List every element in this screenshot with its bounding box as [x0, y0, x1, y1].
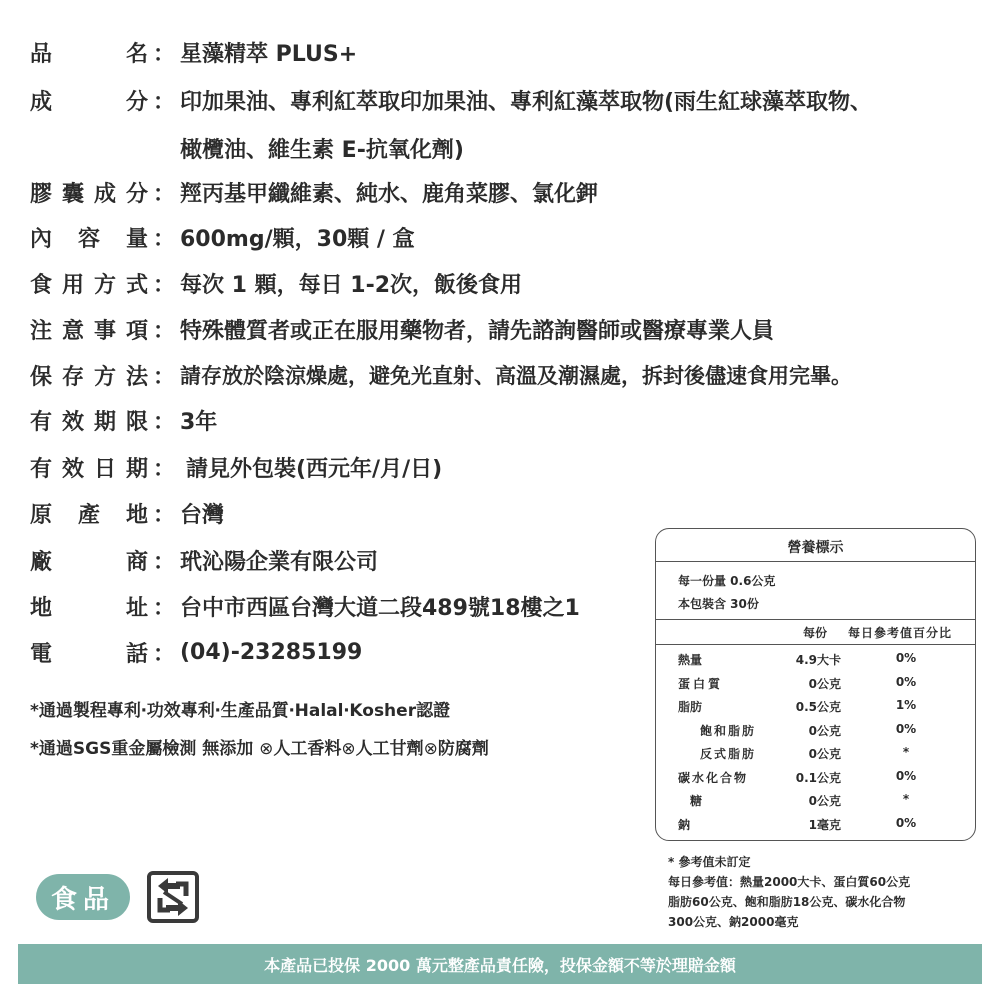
nutrition-row: 蛋白質 0公克 0%: [678, 675, 917, 691]
spec-row-product-name: 品 名 ： 星藻精萃 PLUS+: [30, 32, 357, 72]
spec-value: 特殊體質者或正在服用藥物者，請先諮詢醫師或醫療專業人員: [180, 318, 775, 344]
spec-label: 成 分: [30, 89, 148, 115]
spec-value: 請存放於陰涼燥處，避免光直射、高溫及潮濕處，拆封後儘速食用完畢。: [180, 364, 852, 388]
spec-value: (04)-23285199: [180, 639, 363, 665]
spec-value: 3年: [180, 409, 218, 435]
nutrition-panel: [655, 528, 976, 841]
nutrition-row: 反式脂肪 0公克 *: [700, 745, 910, 761]
nutrition-row: 鈉 1毫克 0%: [678, 816, 917, 832]
spec-value: 星藻精萃 PLUS+: [180, 41, 358, 67]
col-daily-pct: 每日參考值百分比: [848, 626, 953, 640]
spec-label: 注 意 事 項: [30, 318, 148, 344]
no-add-x-icon: ⊗: [259, 739, 274, 759]
nutrition-row: 飽和脂肪 0公克 0%: [700, 722, 917, 738]
spec-row-usage: 食 用 方 式 ： 每次 1 顆，每日 1-2次，飯後食用: [30, 263, 522, 303]
spec-label: 廠 商: [30, 549, 148, 575]
recycle-icon: [146, 870, 200, 924]
food-badge: 食品: [36, 874, 130, 920]
spec-value: 羥丙基甲纖維素、純水、鹿角菜膠、氯化鉀: [180, 181, 599, 207]
spec-row-capsule: 膠 囊 成 分 ： 羥丙基甲纖維素、純水、鹿角菜膠、氯化鉀: [30, 172, 598, 212]
spec-row-origin: 原 產 地 ： 台灣: [30, 493, 224, 533]
spec-row-shelf-life: 有 效 期 限 ： 3年: [30, 400, 217, 440]
no-add-x-icon: ⊗: [341, 739, 356, 759]
col-per-serving: 每份: [803, 626, 828, 640]
spec-row-content: 內 容 量 ： 600mg/顆，30顆 / 盒: [30, 217, 415, 257]
spec-value: 請見外包裝(西元年/月/日): [186, 456, 443, 482]
spec-row-caution: 注 意 事 項 ： 特殊體質者或正在服用藥物者，請先諮詢醫師或醫療專業人員: [30, 309, 774, 349]
serving-size: 每一份量 0.6公克: [678, 574, 776, 588]
no-add-x-icon: ⊗: [423, 739, 438, 759]
spec-row-storage: 保 存 方 法 ： 請存放於陰涼燥處，避免光直射、高溫及潮濕處，拆封後儘速食用完畢。: [30, 355, 852, 395]
spec-value: 每次 1 顆，每日 1-2次，飯後食用: [180, 272, 523, 298]
nutrition-row: 糖 0公克 *: [690, 792, 910, 808]
cert-note: *通過製程專利‧功效專利‧生產品質‧Halal‧Kosher認證: [30, 701, 451, 721]
spec-row-phone: 電 話 ： (04)-23285199: [30, 632, 362, 672]
nutrition-row: 脂肪 0.5公克 1%: [678, 698, 917, 714]
spec-label: 有 效 期 限: [30, 409, 148, 435]
spec-label: 電 話: [30, 641, 148, 667]
nutrition-title: 營養標示: [787, 540, 844, 556]
divider: [656, 561, 975, 562]
spec-label: 原 產 地: [30, 502, 148, 528]
footer-insurance-bar: 本產品已投保 2000 萬元整產品責任險，投保金額不等於理賠金額: [18, 944, 982, 984]
spec-row-address: 地 址 ： 台中市西區台灣大道二段489號18樓之1: [30, 586, 580, 626]
spec-label: 食 用 方 式: [30, 272, 148, 298]
spec-value: 印加果油、專利紅萃取印加果油、專利紅藻萃取物(雨生紅球藻萃取物、: [180, 89, 873, 115]
spec-value: 600mg/顆，30顆 / 盒: [180, 226, 415, 252]
servings-per-pack: 本包裝含 30份: [678, 597, 759, 611]
nutrition-reference-notes: * 參考值未訂定 每日參考值：熱量2000大卡、蛋白質60公克 脂肪60公克、飽和脂肪18公克、碳水化合物 300公克、鈉2000毫克: [668, 855, 911, 929]
spec-value: 台灣: [180, 502, 225, 528]
divider: [656, 644, 975, 645]
spec-label: 地 址: [30, 595, 148, 621]
spec-label: 品 名: [30, 41, 148, 67]
spec-row-ingredients: 成 分 ： 印加果油、專利紅萃取印加果油、專利紅藻萃取物(雨生紅球藻萃取物、: [30, 80, 872, 120]
spec-row-expiry: 有 效 日 期 ： 請見外包裝(西元年/月/日): [30, 447, 442, 487]
sgs-note: *通過SGS重金屬檢測 無添加 ⊗人工香料⊗人工甘劑⊗防腐劑: [30, 739, 489, 759]
spec-value: 玳沁陽企業有限公司: [180, 549, 379, 575]
spec-label: 膠 囊 成 分: [30, 181, 148, 207]
spec-label: 有 效 日 期: [30, 456, 148, 482]
spec-label: 保 存 方 法: [30, 364, 148, 390]
spec-value-ingredients-line2: 橄欖油、維生素 E-抗氧化劑): [180, 137, 464, 163]
spec-label: 內 容 量: [30, 226, 148, 252]
spec-value: 台中市西區台灣大道二段489號18樓之1: [180, 595, 580, 621]
nutrition-row: 碳水化合物 0.1公克 0%: [678, 769, 917, 785]
spec-row-manufacturer: 廠 商 ： 玳沁陽企業有限公司: [30, 540, 378, 580]
nutrition-row: 熱量 4.9大卡 0%: [678, 651, 917, 667]
divider: [656, 619, 975, 620]
